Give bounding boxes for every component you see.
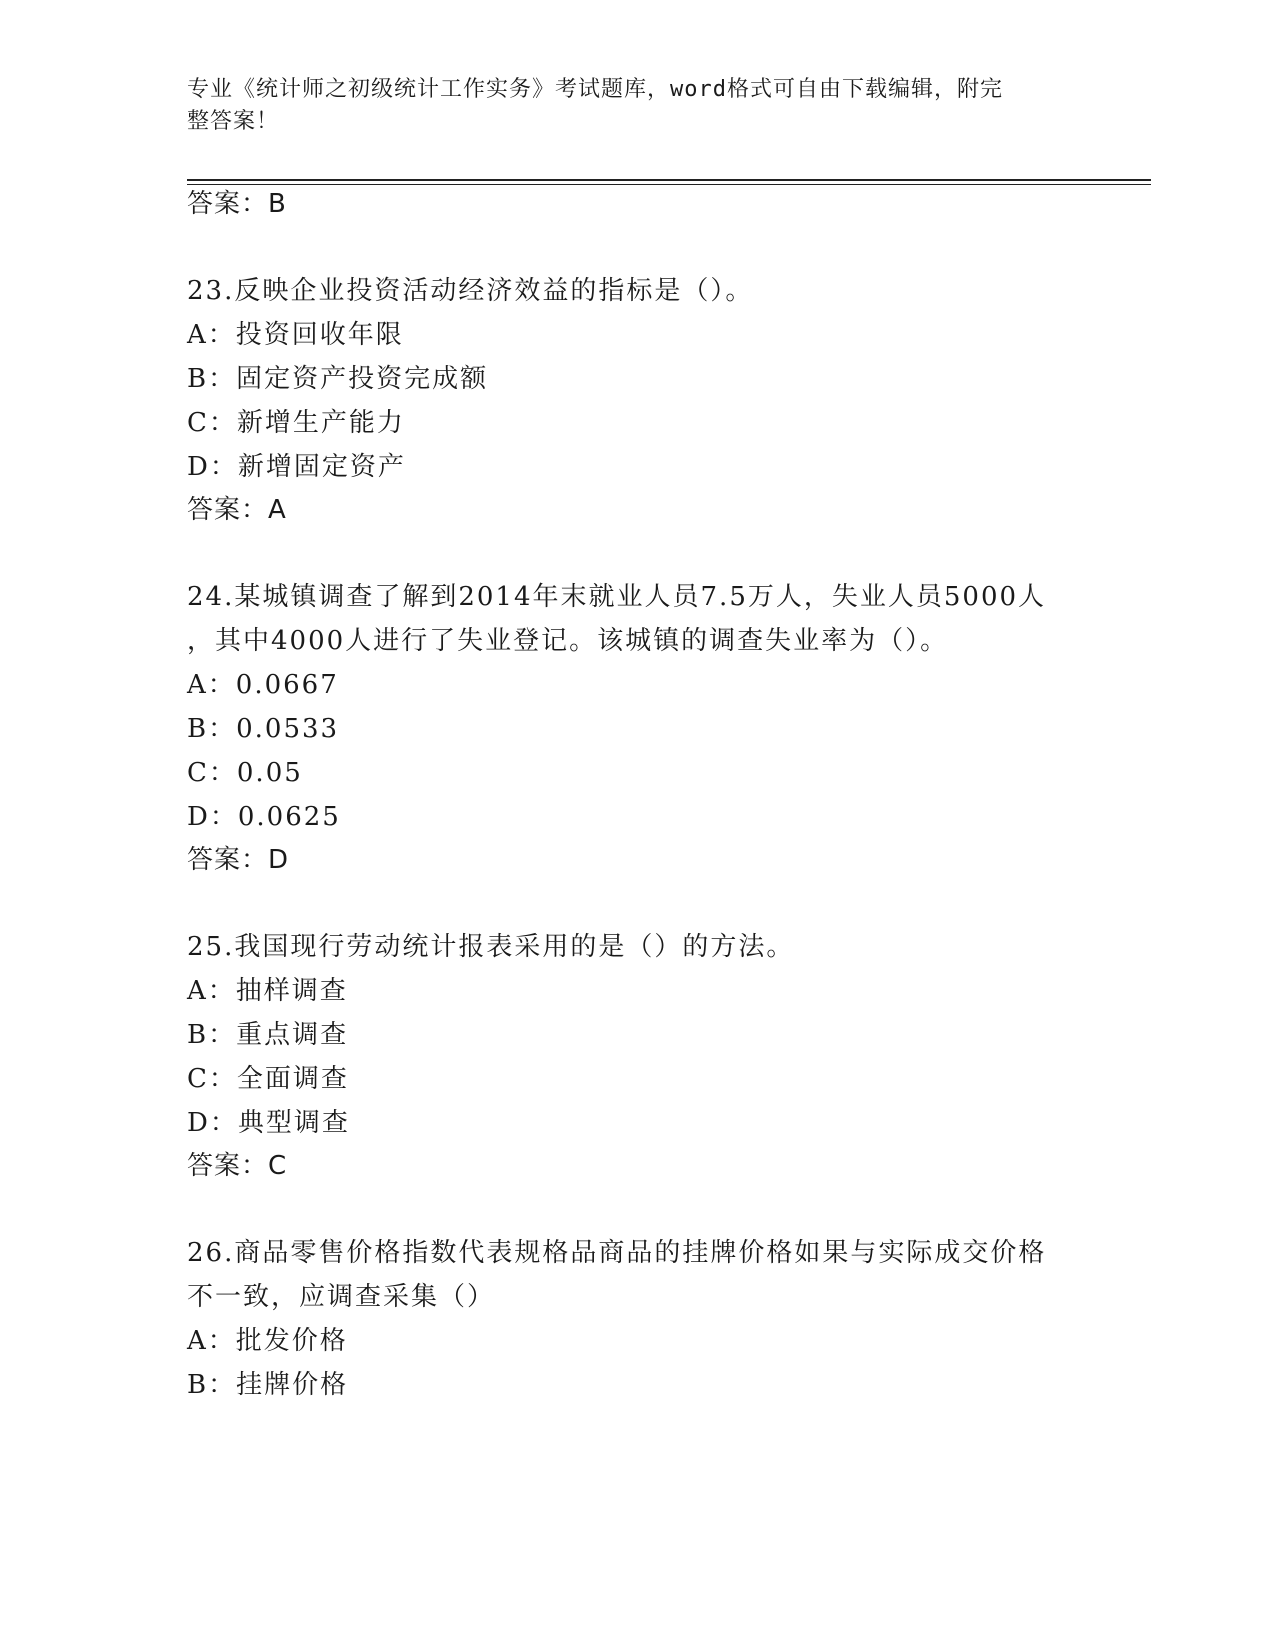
question-25-answer: 答案：C <box>187 1151 288 1181</box>
previous-answer: 答案：B <box>187 189 287 219</box>
question-24-option-d: D：0.0625 <box>187 802 341 832</box>
question-23-option-d: D：新增固定资产 <box>187 452 406 482</box>
header-line-1: 专业《统计师之初级统计工作实务》考试题库，word格式可自由下载编辑，附完 <box>187 77 1003 102</box>
question-26-stem-line-1: 26.商品零售价格指数代表规格品商品的挂牌价格如果与实际成交价格 <box>187 1238 1047 1268</box>
question-24-answer: 答案：D <box>187 845 290 875</box>
question-25-stem: 25.我国现行劳动统计报表采用的是（）的方法。 <box>187 932 795 962</box>
question-23-option-a: A：投资回收年限 <box>187 320 404 350</box>
question-26-option-a: A：批发价格 <box>187 1326 348 1356</box>
header-note <box>187 74 1087 138</box>
header-rule-top <box>187 179 1151 181</box>
question-23-answer: 答案：A <box>187 495 287 525</box>
question-25-option-b: B：重点调查 <box>187 1020 349 1050</box>
question-24-option-c: C：0.05 <box>187 758 303 788</box>
question-24-option-a: A：0.0667 <box>187 670 339 700</box>
question-26-option-b: B：挂牌价格 <box>187 1370 349 1400</box>
question-25-option-c: C：全面调查 <box>187 1064 349 1094</box>
question-23-option-c: C：新增生产能力 <box>187 408 405 438</box>
question-23-option-b: B：固定资产投资完成额 <box>187 364 489 394</box>
question-24-stem-line-2: ，其中4000人进行了失业登记。该城镇的调查失业率为（）。 <box>187 626 949 656</box>
header-rule-bottom <box>187 184 1151 185</box>
header-line-2: 整答案！ <box>187 109 280 134</box>
question-25-option-a: A：抽样调查 <box>187 976 348 1006</box>
question-24-option-b: B：0.0533 <box>187 714 340 744</box>
question-23-stem: 23.反映企业投资活动经济效益的指标是（）。 <box>187 276 754 306</box>
question-24-stem-line-1: 24.某城镇调查了解到2014年末就业人员7.5万人，失业人员5000人 <box>187 582 1047 612</box>
question-25-option-d: D：典型调查 <box>187 1108 350 1138</box>
question-26-stem-line-2: 不一致，应调查采集（） <box>187 1282 496 1312</box>
